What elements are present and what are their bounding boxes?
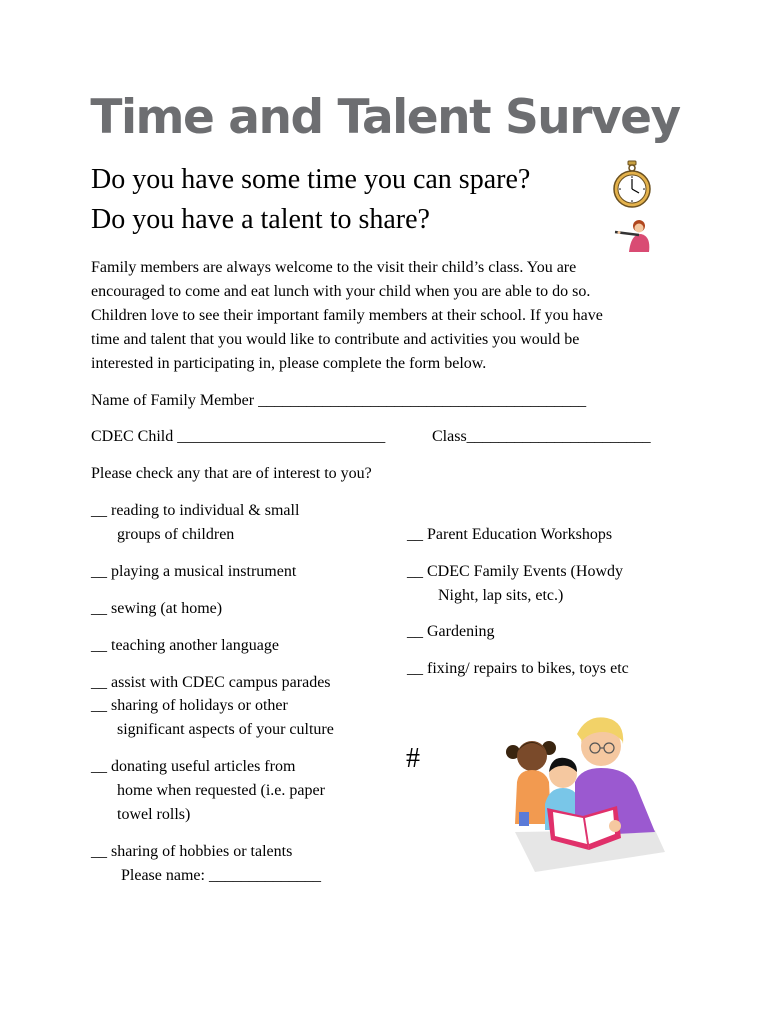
option-events-cont: Night, lap sits, etc.) <box>438 587 564 604</box>
option-language[interactable]: __ teaching another language <box>91 637 279 654</box>
intro-line: Children love to see their important family members at their school. If you have <box>91 307 603 324</box>
intro-paragraph <box>91 256 671 376</box>
hobbies-name-field[interactable]: Please name: ______________ <box>121 867 321 884</box>
reading-family-illustration <box>505 712 670 877</box>
child-field[interactable]: CDEC Child __________________________ <box>91 428 386 445</box>
subtitle-line-2: Do you have a talent to share? <box>91 204 430 235</box>
option-hobbies[interactable]: __ sharing of hobbies or talents <box>91 843 293 860</box>
option-sewing[interactable]: __ sewing (at home) <box>91 600 223 617</box>
pocket-watch-icon <box>612 160 652 212</box>
option-workshops[interactable]: __ Parent Education Workshops <box>407 526 613 543</box>
instruction-text: Please check any that are of interest to you? <box>91 465 372 482</box>
option-holidays[interactable]: __ sharing of holidays or other <box>91 697 288 714</box>
hash-mark: # <box>406 743 420 774</box>
option-fixing[interactable]: __ fixing/ repairs to bikes, toys etc <box>407 660 629 677</box>
option-donating-cont: home when requested (i.e. paper <box>117 782 325 799</box>
option-holidays-cont: significant aspects of your culture <box>117 721 334 738</box>
intro-line: encouraged to come and eat lunch with your child when you are able to do so. <box>91 283 591 300</box>
option-parades[interactable]: __ assist with CDEC campus parades <box>91 674 331 691</box>
option-events[interactable]: __ CDEC Family Events (Howdy <box>407 563 623 580</box>
option-reading-cont: groups of children <box>117 526 235 543</box>
intro-line: interested in participating in, please complete the form below. <box>91 355 487 372</box>
option-reading[interactable]: __ reading to individual & small <box>91 502 300 519</box>
option-donating-cont: towel rolls) <box>117 806 191 823</box>
subtitle-line-1: Do you have some time you can spare? <box>91 164 531 195</box>
page-title: Time and Talent Survey <box>90 90 680 145</box>
option-instrument[interactable]: __ playing a musical instrument <box>91 563 297 580</box>
option-donating[interactable]: __ donating useful articles from <box>91 758 296 775</box>
flute-player-icon <box>613 218 653 252</box>
class-field[interactable]: Class_______________________ <box>432 428 651 445</box>
intro-line: Family members are always welcome to the visit their child’s class. You are <box>91 259 577 276</box>
option-gardening[interactable]: __ Gardening <box>407 623 495 640</box>
family-member-field[interactable]: Name of Family Member _________________________________________ <box>91 392 587 409</box>
intro-line: time and talent that you would like to contribute and activities you would be <box>91 331 580 348</box>
